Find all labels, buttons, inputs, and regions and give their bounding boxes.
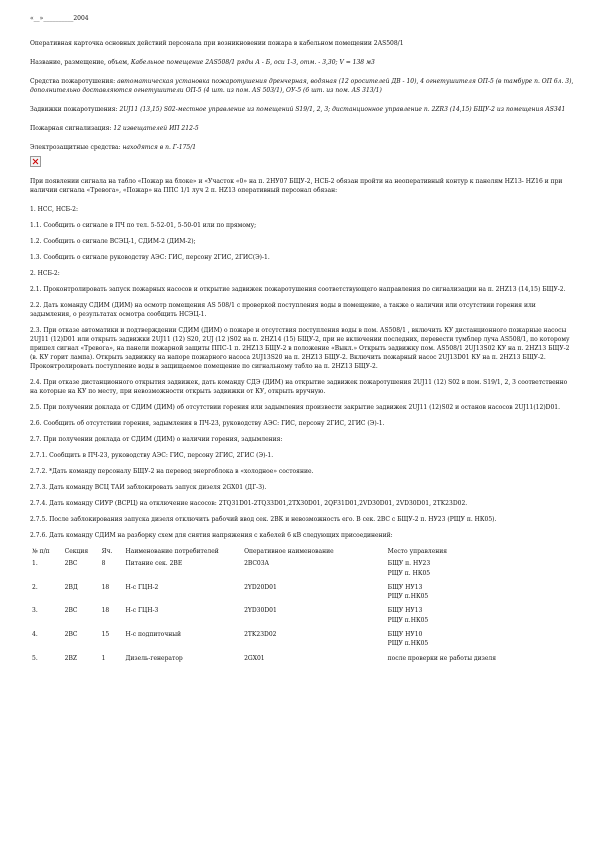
row-number: 4. — [32, 631, 38, 639]
section2-item: 2.6. Сообщить об отсутствии горения, задымления в ПЧ-23, руководству АЭС: ГИС, персону 2ГИС, 2ГИС (Э)-1. — [30, 420, 385, 427]
row-section: 2ВZ — [64, 654, 78, 662]
row-operational-name: 2ВС03А — [244, 560, 270, 568]
control-line: РЩУ п. НК05 — [387, 569, 431, 577]
date-line: «__»__________2004 — [30, 15, 89, 22]
alarm-value: 12 извещателей ИП 212-5 — [113, 125, 199, 132]
control-line: БЩУ НУ13 — [387, 607, 423, 615]
extinguishing-value: автоматическая установка пожаротушения дренчерная, водяная (12 оросителей ДВ - 10), 4 огнетушителя ОП-5 (в тамбуре п. ОП 6л. 3), дополнительно доставляются огнетушители ОП-5 (4 шт. из пом. АS 503/1), ОУ-5 (6 шт. из пом. АS 313/1) — [30, 78, 574, 94]
section2-item: 2.7.1. Сообщить в ПЧ-23, руководству АЭС: ГИС, персону 2ГИС, 2ГИС (Э)-1. — [30, 452, 274, 459]
object-label: Название, размещение, объем — [30, 59, 128, 66]
row-consumer: Дизель-генератор — [125, 654, 183, 662]
row-operational-name: 2YD20D01 — [244, 583, 277, 591]
table-row — [30, 654, 575, 668]
extinguishing-label: Средства пожаротушения — [30, 78, 114, 85]
row-section: 2ВС — [64, 560, 78, 568]
protection-value: находятся в п. Г-175/1 — [122, 144, 197, 151]
control-line: БЩУ НУ13 — [387, 583, 423, 591]
row-cell: 8 — [101, 560, 106, 568]
section2-item: 2.5. При получении доклада от СДИМ (ДИМ) об отсутствии горения или задымления произвести закрытие задвижек 2UJ11 (12)S02 и останов насосов 2UJ11(12)D01. — [30, 404, 561, 411]
alarm-line: Пожарная сигнализация: 12 извещателей ИП 212-5 — [30, 125, 199, 132]
document-title: Оперативная карточка основных действий персонала при возникновении пожара в кабельном помещении 2АS508/1 — [30, 40, 404, 47]
row-section: 2ВС — [64, 631, 78, 639]
section1-heading: 1. НСС, НСБ-2: — [30, 206, 78, 213]
section2-heading: 2. НСБ-2: — [30, 270, 60, 277]
section2-item: 2.7.3. Дать команду ВСЦ ТАИ заблокировать запуск дизеля 2GX01 (ДГ-3). — [30, 484, 267, 491]
intro-paragraph: При появлении сигнала на табло «Пожар на блоке» и «Участок «0» на п. 2НУ07 БЩУ-2, НСБ-2 обязан пройти на неоперативный контур к панелям НZ13- НZ16 и при наличии сигнала «Тревога», «Пожар» на ППС 1/1 луч 2 п. НZ13 оперативный персонал обязан: — [30, 178, 563, 194]
broken-image-icon — [30, 156, 41, 167]
row-number: 2. — [32, 583, 38, 591]
row-number: 5. — [32, 654, 38, 662]
row-number: 1. — [32, 560, 38, 568]
protection-line: Электрозащитные средства: находятся в п. Г-175/1 — [30, 144, 197, 151]
row-operational-name: 2TK23D02 — [244, 631, 277, 639]
section2-item: 2.7. При получении доклада от СДИМ (ДИМ) о наличии горения, задымления: — [30, 436, 283, 443]
row-number: 3. — [32, 607, 38, 615]
row-section: 2ВД — [64, 583, 78, 591]
section1-item: 1.3. Сообщить о сигнале руководству АЭС: ГИС, персону 2ГИС, 2ГИС(Э)-1. — [30, 254, 270, 261]
row-consumer: Питание сек. 2ВЕ — [125, 560, 183, 568]
extinguishing-line: Средства пожаротушения: автоматическая установка пожаротушения дренчерная, водяная (12 оросителей ДВ - 10), 4 огнетушителя ОП-5 (в тамбуре п. ОП 6л. 3), дополнительно доставляются огнетушители ОП-5 (4 шт. из пом. АS 503/1), ОУ-5 (6 шт. из пом. АS 313/1) — [30, 78, 574, 94]
row-consumer: Н-с ГЦН-3 — [125, 607, 159, 615]
valves-value: 2UJ11 (13,15) S02-местное управление из помещений S19/1, 2, 3; дистанционное управление п. 2ZR3 (14,15) БЩУ-2 из помещения АS341 — [119, 106, 566, 113]
row-consumer: Н-с подпиточный — [125, 631, 182, 639]
control-line: РЩУ п.НК05 — [387, 640, 429, 648]
valves-label: Задвижки пожаротушения — [30, 106, 116, 113]
section2-item: 2.4. При отказе дистанционного открытия задвижек, дать команду СДЭ (ДИМ) на открытие задвижек пожаротушения 2UJ11 (12) S02 в пом. S19/1, 2, 3 соответственно на которые на КУ по месту, при невозможности открыть задвижки от КУ, открыть вручную. — [30, 379, 568, 395]
row-cell: 18 — [101, 607, 110, 615]
row-control-place — [386, 559, 575, 583]
header-cell: № п/п — [32, 548, 50, 555]
control-line: БЩУ НУ10 — [387, 631, 423, 639]
section1-item: 1.2. Сообщить о сигнале ВСЭЦ-1, СДИМ-2 (ДИМ-2); — [30, 238, 196, 245]
row-operational-name: 2YD30D01 — [244, 607, 277, 615]
object-value: Кабельное помещение 2АS508/1 ряды А - Б, оси 1-3, отм. - 3,30; V = 138 м3 — [130, 59, 375, 66]
section2-item: 2.2. Дать команду СДИМ (ДИМ) на осмотр помещения АS 508/1 с проверкой поступления воды в помещение, а также о наличии или отсутствии горения или задымления, о результатах осмотра сообщить НСЭЦ-1. — [30, 302, 536, 318]
row-cell: 18 — [101, 583, 110, 591]
control-line: РЩУ п.НК05 — [387, 616, 429, 624]
table-row — [30, 583, 575, 607]
header-cell: Яч. — [101, 548, 113, 555]
row-cell: 1 — [101, 654, 106, 662]
object-line: Название, размещение, объем, Кабельное помещение 2АS508/1 ряды А - Б, оси 1-3, отм. - 3,30; V = 138 м3 — [30, 59, 375, 66]
section2-item: 2.1. Проконтролировать запуск пожарных насосов и открытие задвижек пожаротушения соответствующего направления по сигнализации на п. 2НZ13 (14,15) БЩУ-2. — [30, 286, 566, 293]
section2-item: 2.7.6. Дать команду СДИМ на разборку схем для снятия напряжения с кабелей 6 кВ следующих присоединений: — [30, 532, 393, 539]
row-control-place — [386, 583, 575, 607]
table-row — [30, 630, 575, 654]
header-cell: Место управления — [387, 548, 448, 555]
header-cell: Секция — [64, 548, 89, 555]
row-operational-name: 2GX01 — [244, 654, 265, 662]
section2-item: 2.7.5. После заблокирования запуска дизеля отключить рабочий ввод сек. 2ВК и невозможность его. В сек. 2ВС с БЩУ-2 п. НУ23 (РЩУ п. НК05). — [30, 516, 497, 523]
table-row — [30, 606, 575, 630]
row-control-place — [386, 630, 575, 654]
protection-label: Электрозащитные средства — [30, 144, 119, 151]
header-cell: Оперативное наименование — [244, 548, 334, 555]
header-cell: Наименование потребителей — [125, 548, 219, 555]
row-section: 2ВС — [64, 607, 78, 615]
control-line: РЩУ п.НК05 — [387, 593, 429, 601]
table-header-row — [30, 547, 575, 559]
row-control-place — [386, 654, 575, 668]
consumers-table — [30, 547, 575, 668]
table-row — [30, 559, 575, 583]
section2-item: 2.3. При отказе автоматики и подтверждении СДИМ (ДИМ) о пожаре и отсутствия поступления воды в пом. АS508/1 , включить КУ дистанционного пожарные насосы 2UJ11 (12)D01 или открыть задвижки 2UJ11 (12) S20, 2UJ (12 )S02 на п. 2НZ14 (15) БЩУ-2, при не включении последних, перевести тумблер луча АS508/1, по которому пришел сигнал «Тревога», на панели пожарной защиты ППС-1 п. 2НZ13 БЩУ-2 в положение «Выкл.» Открыть задвижку пом. АS508/1 2UJ13S02 КУ на п. 2НZ13 БЩУ-2 (в. КУ горит лампа). Открыть задвижку на напоре пожарного насоса 2UJ13S20 на п. 2НZ13 БЩУ-2. Включить пожарный насос 2UJ13D01 КУ на п. 2НZ13 БЩУ-2. Проконтролировать поступление воды в защищаемое помещение по сигнальному табло на п. 2НZ13 БЩУ-2. — [30, 327, 570, 370]
control-line: БЩУ п. НУ23 — [387, 560, 431, 568]
control-line: после проверки не работы дизеля — [387, 654, 497, 662]
alarm-label: Пожарная сигнализация — [30, 125, 110, 132]
section1-item: 1.1. Сообщить о сигнале в ПЧ по тел. 5-52-01, 5-50-01 или по прямому; — [30, 222, 257, 229]
row-cell: 15 — [101, 631, 110, 639]
document-page — [30, 14, 575, 668]
row-consumer: Н-с ГЦН-2 — [125, 583, 159, 591]
section2-item: 2.7.2. *Дать команду персоналу БЩУ-2 на перевод энергоблока в «холодное» состояние. — [30, 468, 314, 475]
valves-line: Задвижки пожаротушения: 2UJ11 (13,15) S02-местное управление из помещений S19/1, 2, 3; дистанционное управление п. 2ZR3 (14,15) БЩУ-2 из помещения АS341 — [30, 106, 566, 113]
row-control-place — [386, 606, 575, 630]
section2-item: 2.7.4. Дать команду СИУР (ВСРЦ) на отключение насосов: 2TQ31D01-2TQ33D01,2TX30D01, 2QF31D01,2VD30D01, 2VD30D01, 2TK23D02. — [30, 500, 468, 507]
